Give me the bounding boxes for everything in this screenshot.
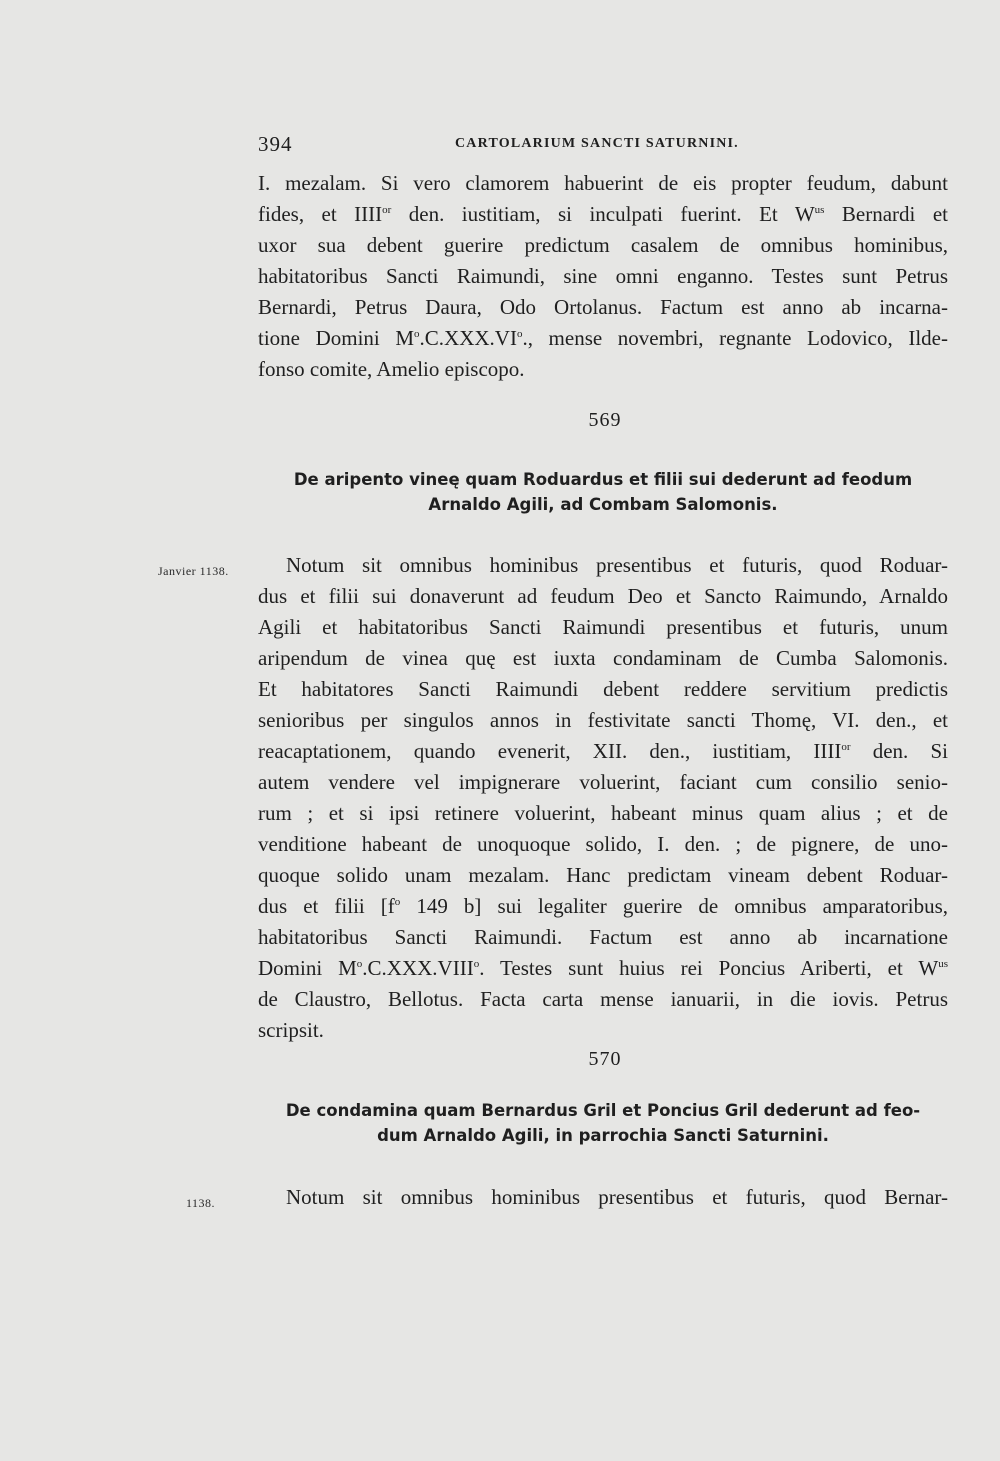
text-line: scripsit. xyxy=(258,1018,324,1042)
text-line: Bernardi, Petrus Daura, Odo Ortolanus. Factum est anno ab incarna- xyxy=(258,295,948,319)
margin-date: Janvier 1138. xyxy=(158,564,229,578)
rubric-line: Arnaldo Agili, ad Combam Salomonis. xyxy=(428,495,778,514)
rubric-line: dum Arnaldo Agili, in parrochia Sancti Saturnini. xyxy=(377,1126,829,1145)
rubric-line: De aripento vineę quam Roduardus et filii sui dederunt ad feodum xyxy=(293,470,913,489)
text-line: quoque solido unam mezalam. Hanc predictam vineam debent Roduar- xyxy=(258,863,948,887)
text-line: Notum sit omnibus hominibus presentibus et futuris, quod Roduar- xyxy=(286,553,948,577)
text-line: fonso comite, Amelio episcopo. xyxy=(258,357,525,381)
page-number: 394 xyxy=(258,132,293,156)
text-line: Et habitatores Sancti Raimundi debent reddere servitium predictis xyxy=(258,677,948,701)
text-line: Notum sit omnibus hominibus presentibus et futuris, quod Bernar- xyxy=(286,1185,948,1209)
text-line: I. mezalam. Si vero clamorem habuerint de eis propter feudum, dabunt xyxy=(258,171,948,195)
text-line: habitatoribus Sancti Raimundi, sine omni enganno. Testes sunt Petrus xyxy=(258,264,948,288)
entry-rubric xyxy=(258,1098,948,1148)
entry-text xyxy=(258,1182,948,1213)
text-line: de Claustro, Bellotus. Facta carta mense ianuarii, in die iovis. Petrus xyxy=(258,987,948,1011)
text-line: uxor sua debent guerire predictum casalem de omnibus hominibus, xyxy=(258,233,948,257)
rubric-line: De condamina quam Bernardus Gril et Poncius Gril dederunt ad feo- xyxy=(285,1101,921,1120)
text-line: reacaptationem, quando evenerit, XII. den., iustitiam, $IIII^{or}$ den. Si xyxy=(258,739,948,763)
text-line: autem vendere vel impignerare voluerint, faciant cum consilio senio- xyxy=(258,770,948,794)
text-line: dus et filii [$f^o$ 149 b] sui legaliter guerire de omnibus amparatoribus, xyxy=(258,894,948,918)
entry-number: 569 xyxy=(588,409,622,431)
text-line: Agili et habitatoribus Sancti Raimundi presentibus et futuris, unum xyxy=(258,615,948,639)
running-title: CARTOLARIUM SANCTI SATURNINI. xyxy=(455,136,739,151)
text-line: dus et filii sui donaverunt ad feudum Deo et Sancto Raimundo, Arnaldo xyxy=(258,584,948,608)
continuation-paragraph xyxy=(258,168,948,385)
text-line: rum ; et si ipsi retinere voluerint, habeant minus quam alius ; et de xyxy=(258,801,948,825)
text-line: senioribus per singulos annos in festivitate sancti Thomę, VI. den., et xyxy=(258,708,948,732)
text-line: Domini $M^o.C.XXX.VIII^o$. Testes sunt huius rei Poncius Ariberti, et $W^{us}$ xyxy=(258,956,948,980)
text-line: habitatoribus Sancti Raimundi. Factum est anno ab incarnatione xyxy=(258,925,948,949)
entry-number: 570 xyxy=(588,1048,622,1070)
text-line: aripendum de vinea quę est iuxta condaminam de Cumba Salomonis. xyxy=(258,646,948,670)
text-line: tione Domini $M^o.C.XXX.VI^o$., mense novembri, regnante Lodovico, Ilde- xyxy=(258,326,948,350)
text-line: fides, et $IIII^{or}$ den. iustitiam, si inculpati fuerint. Et $W^{us}$ Bernardi et xyxy=(258,202,949,226)
page-header xyxy=(258,132,948,158)
entry-text xyxy=(258,550,948,1046)
text-line: venditione habeant de unoquoque solido, I. den. ; de pignere, de uno- xyxy=(258,832,948,856)
entry-rubric xyxy=(258,467,948,517)
margin-date: 1138. xyxy=(186,1196,216,1210)
